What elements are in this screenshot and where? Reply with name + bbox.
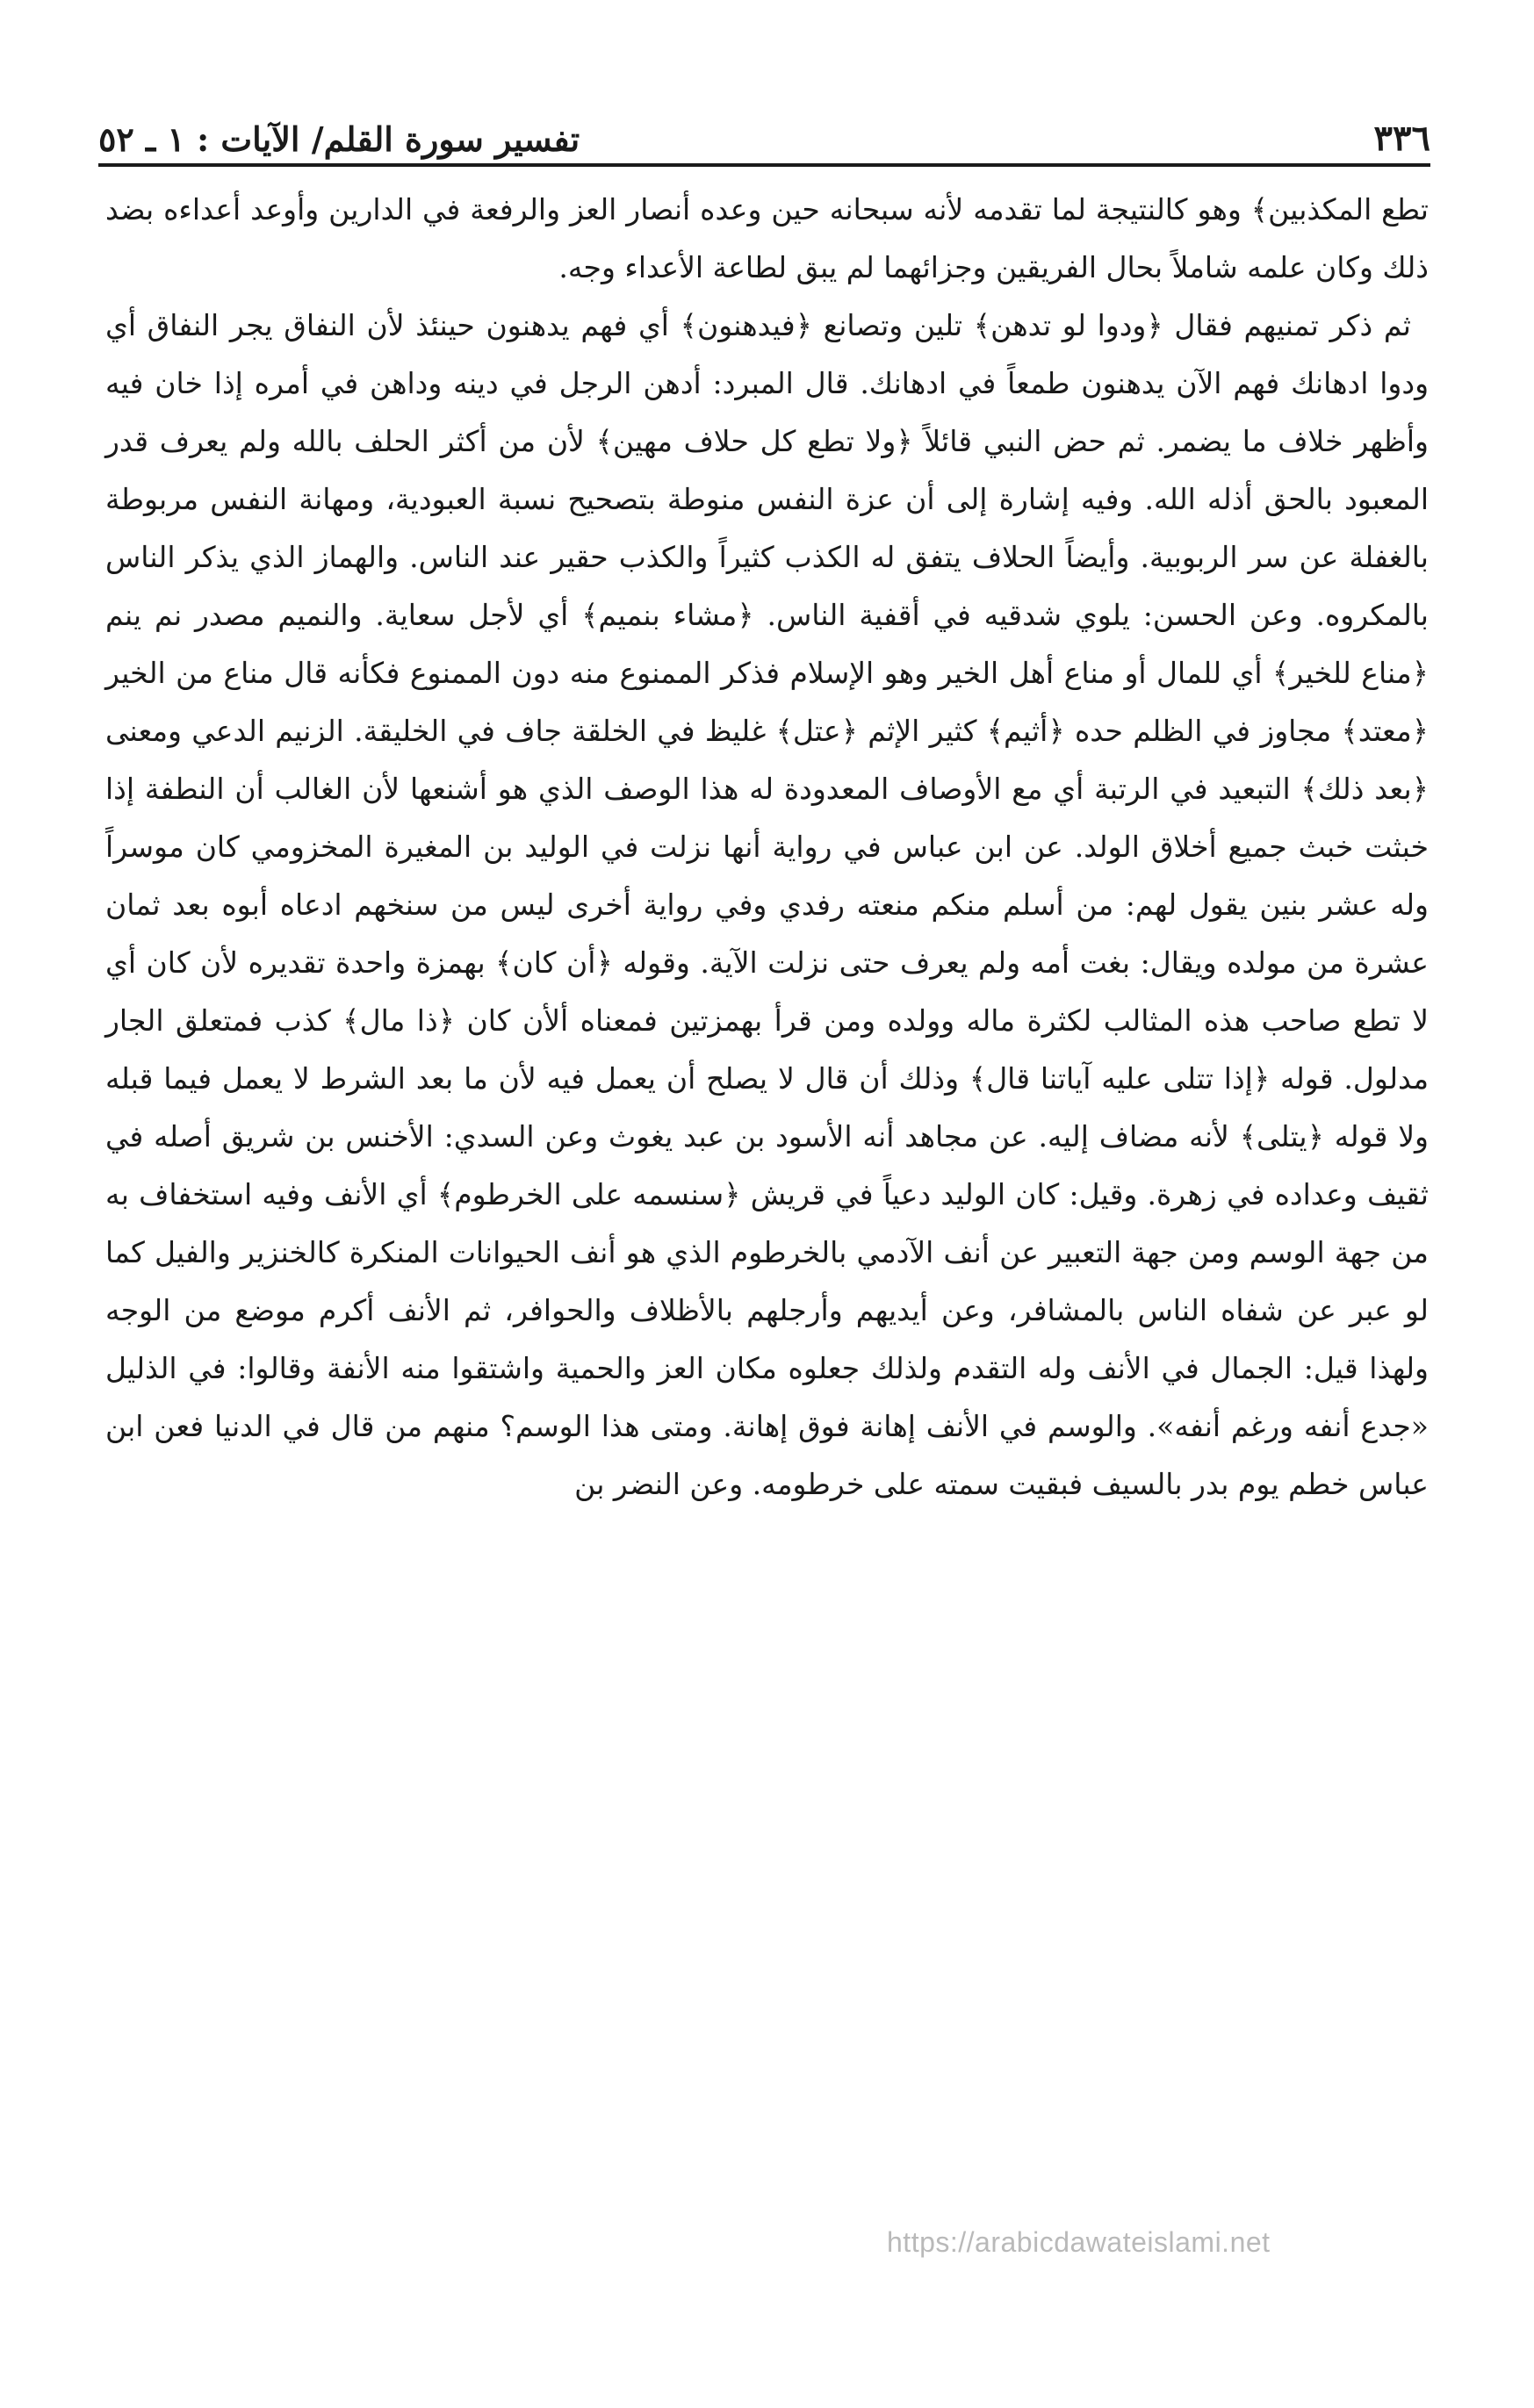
body-text [105,181,1429,1513]
header-divider [98,163,1430,167]
running-title: تفسير سورة القلم/ الآيات : ١ ـ ٥٢ [98,119,580,159]
source-watermark: https://arabicdawateislami.net [887,2226,1271,2258]
paragraph-2: ثم ذكر تمنيهم فقال ﴿ودوا لو تدهن﴾ تلين وتصانع ﴿فيدهنون﴾ أي فهم يدهنون حينئذ لأن النفاق يجر النفاق أي ودوا ادهانك فهم الآن يدهنون طمعاً في ادهانك. قال المبرد: أدهن الرجل في دينه وداهن في أمره إذا خان فيه وأظهر خلاف ما يضمر. ثم حض النبي قائلاً ﴿ولا تطع كل حلاف مهين﴾ لأن من أكثر الحلف بالله ولم يعرف قدر المعبود بالحق أذله الله. وفيه إشارة إلى أن عزة النفس منوطة بتصحيح نسبة العبودية، ومهانة النفس مربوطة بالغفلة عن سر الربوبية. وأيضاً الحلاف يتفق له الكذب كثيراً والكذب حقير عند الناس. والهماز الذي يذكر الناس بالمكروه. وعن الحسن: يلوي شدقيه في أقفية الناس. ﴿مشاء بنميم﴾ أي لأجل سعاية. والنميم مصدر نم ينم ﴿مناع للخير﴾ أي للمال أو مناع أهل الخير وهو الإسلام فذكر الممنوع منه دون الممنوع فكأنه قال مناع من الخير ﴿معتد﴾ مجاوز في الظلم حده ﴿أثيم﴾ كثير الإثم ﴿عتل﴾ غليظ في الخلقة جاف في الخليقة. الزنيم الدعي ومعنى ﴿بعد ذلك﴾ التبعيد في الرتبة أي مع الأوصاف المعدودة له هذا الوصف الذي هو أشنعها لأن الغالب أن النطفة إذا خبثت خبث جميع أخلاق الولد. عن ابن عباس في رواية أنها نزلت في الوليد بن المغيرة المخزومي كان موسراً وله عشر بنين يقول لهم: من أسلم منكم منعته رفدي وفي رواية أخرى ليس من سنخهم ادعاه أبوه بعد ثمان عشرة من مولده ويقال: بغت أمه ولم يعرف حتى نزلت الآية. وقوله ﴿أن كان﴾ بهمزة واحدة تقديره لأن كان أي لا تطع صاحب هذه المثالب لكثرة ماله وولده ومن قرأ بهمزتين فمعناه ألأن كان ﴿ذا مال﴾ كذب فمتعلق الجار مدلول. قوله ﴿إذا تتلى عليه آياتنا قال﴾ وذلك أن قال لا يصلح أن يعمل فيه لأن ما بعد الشرط لا يعمل فيما قبله ولا قوله ﴿يتلى﴾ لأنه مضاف إليه. عن مجاهد أنه الأسود بن عبد يغوث وعن السدي: الأخنس بن شريق أصله في ثقيف وعداده في زهرة. وقيل: كان الوليد دعياً في قريش ﴿سنسمه على الخرطوم﴾ أي الأنف وفيه استخفاف به من جهة الوسم ومن جهة التعبير عن أنف الآدمي بالخرطوم الذي هو أنف الحيوانات المنكرة كالخنزير والفيل كما لو عبر عن شفاه الناس بالمشافر، وعن أيديهم وأرجلهم بالأظلاف والحوافر، ثم الأنف أكرم موضع من الوجه ولهذا قيل: الجمال في الأنف وله التقدم ولذلك جعلوه مكان العز والحمية واشتقوا منه الأنفة وقالوا: في الذليل «جدع أنفه ورغم أنفه». والوسم في الأنف إهانة فوق إهانة. ومتى هذا الوسم؟ منهم من قال في الدنيا فعن ابن عباس خطم يوم بدر بالسيف فبقيت سمته على خرطومه. وعن النضر بن [105,308,1430,1501]
paragraph-1: تطع المكذبين﴾ وهو كالنتيجة لما تقدمه لأنه سبحانه حين وعده أنصار العز والرفعة في الدارين وأوعد أعداءه بضد ذلك وكان علمه شاملاً بحال الفريقين وجزائهما لم يبق لطاعة الأعداء وجه. [105,192,1429,284]
page-number: ٣٣٦ [1373,118,1430,159]
page-header [98,104,1430,159]
